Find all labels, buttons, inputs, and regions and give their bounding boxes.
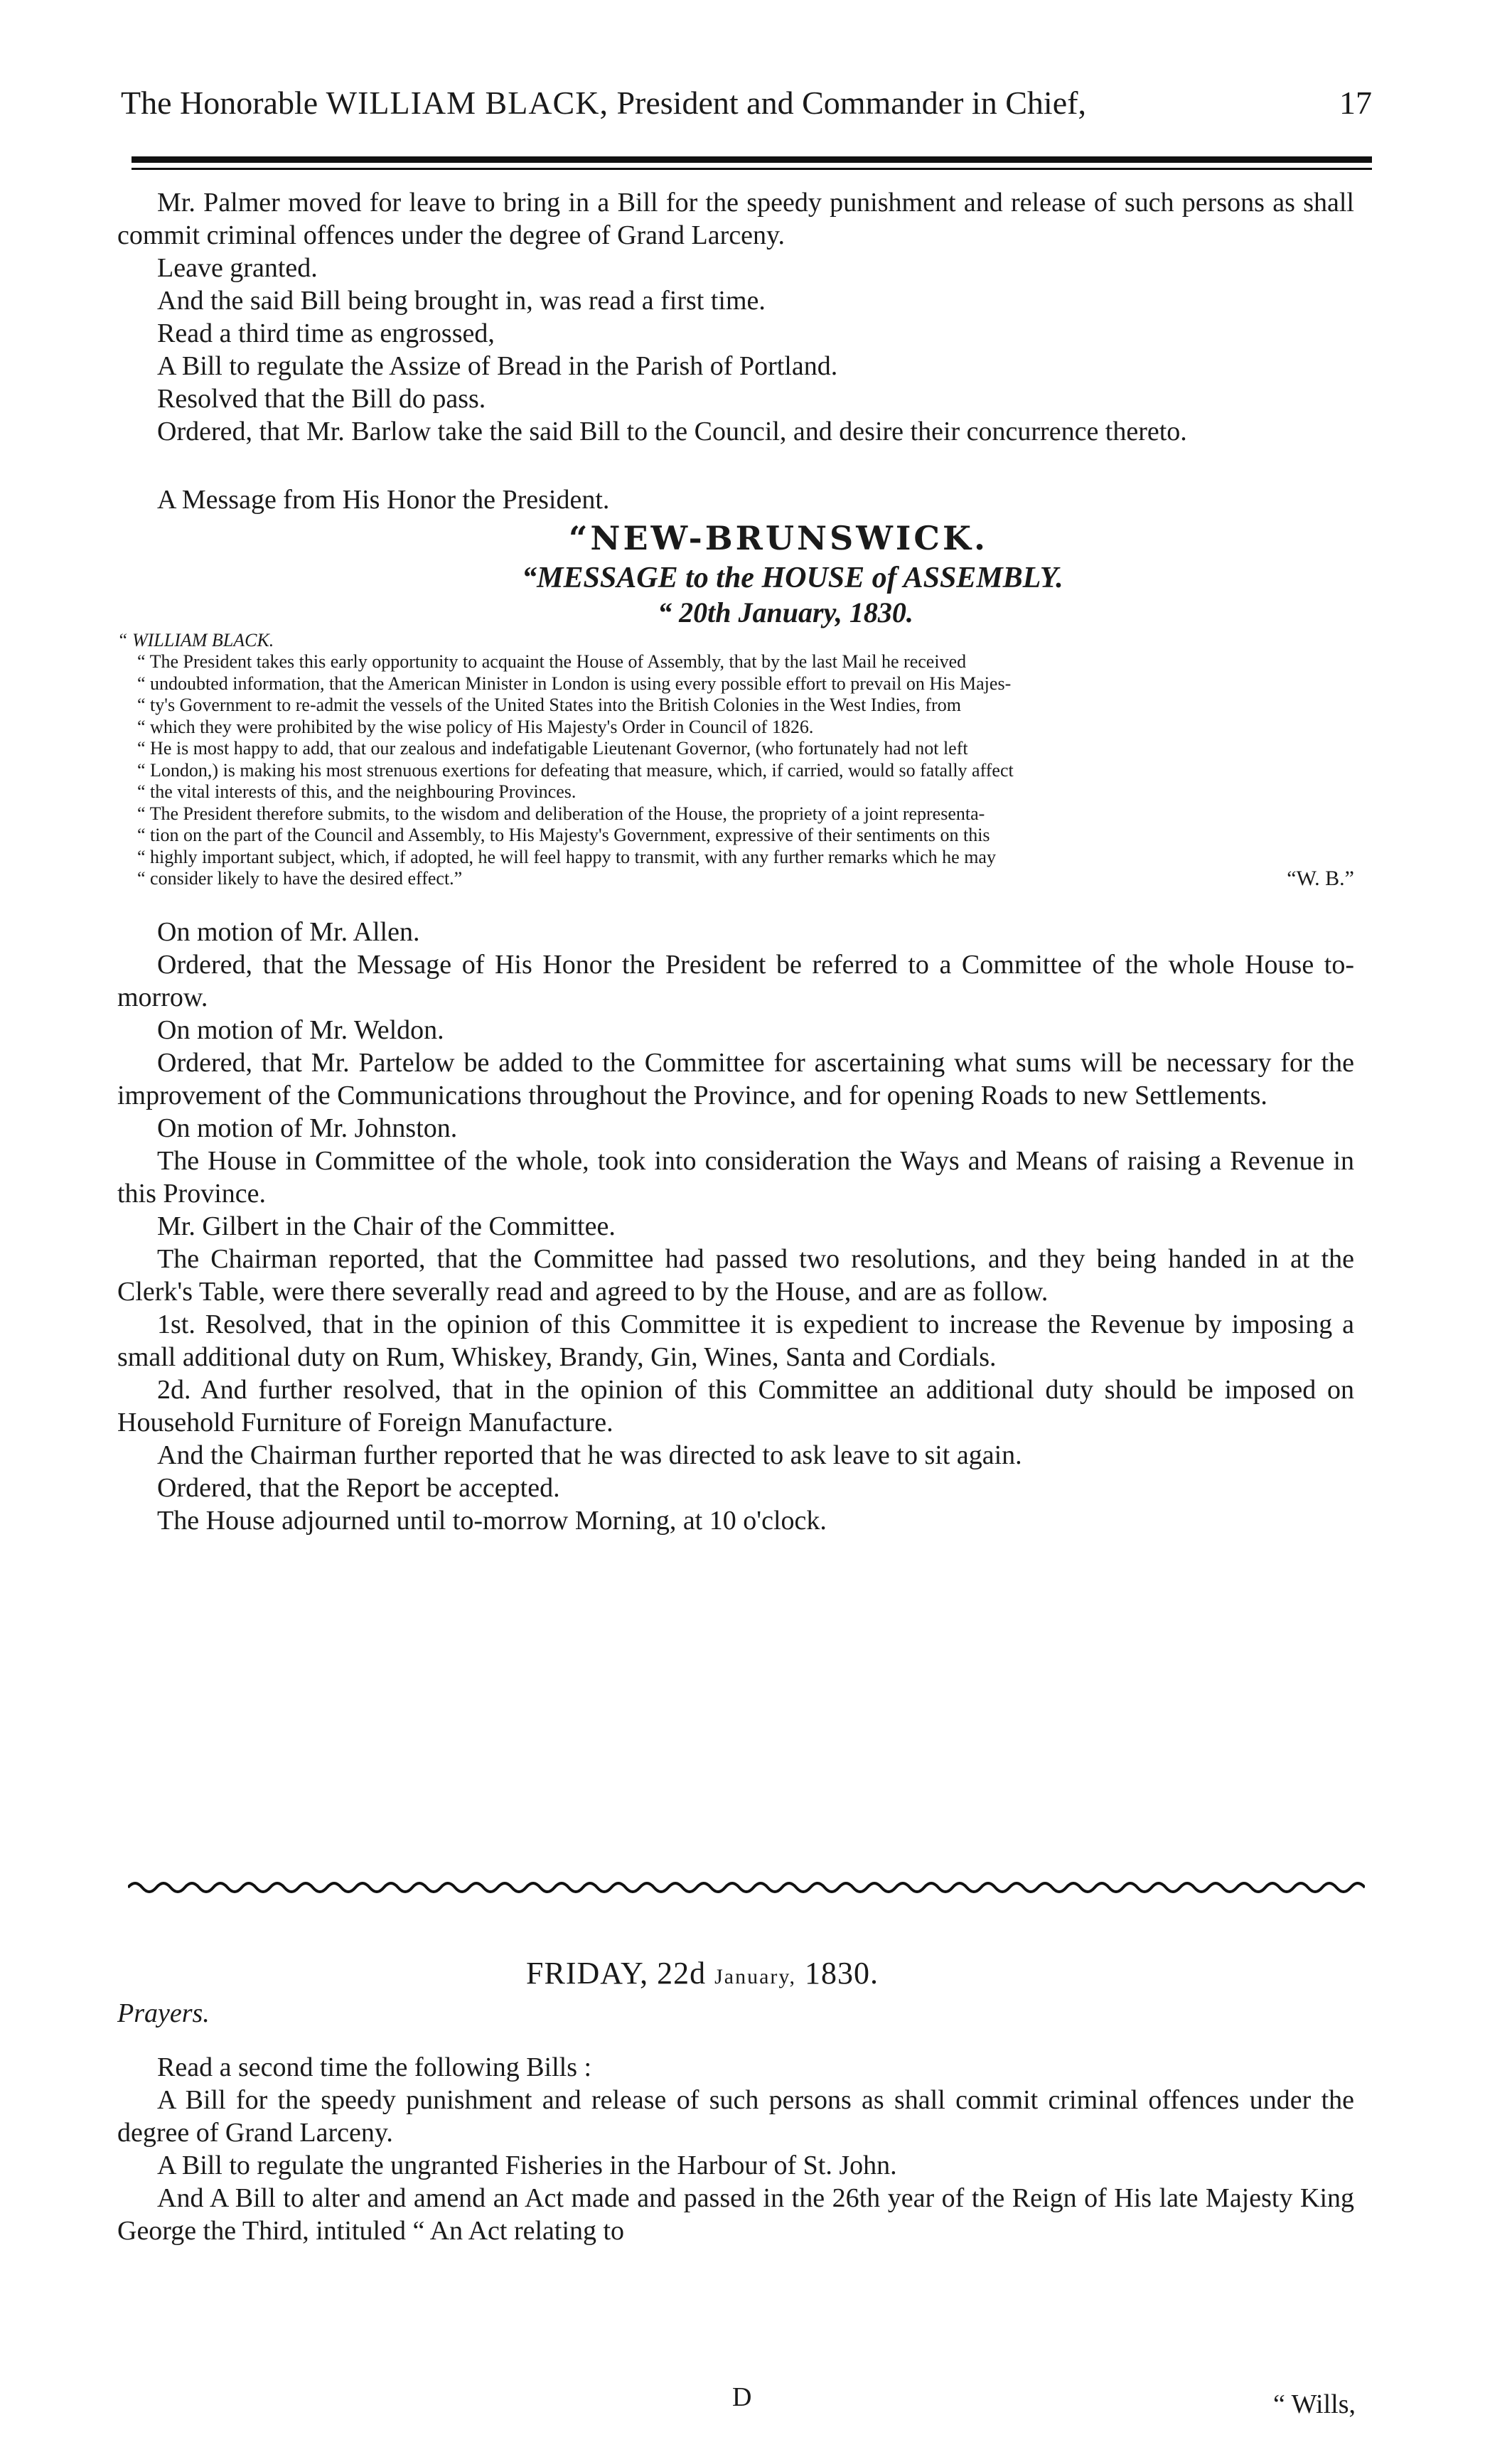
message-signatory: “ WILLIAM BLACK.	[117, 630, 274, 650]
wavy-divider	[128, 1877, 1365, 1898]
paragraph: Read a third time as engrossed,	[157, 318, 495, 348]
message-line	[137, 868, 1354, 890]
message-title: “MESSAGE to the HOUSE of ASSEMBLY.	[522, 562, 1063, 594]
message-text	[117, 651, 1354, 890]
day-month: January,	[714, 1965, 796, 1988]
paragraph: A Bill for the speedy punishment and release of such persons as shall commit criminal offences under the degree of Grand Larceny.	[117, 2085, 1354, 2148]
paragraph: Ordered, that the Report be accepted.	[157, 1472, 560, 1503]
paragraph: Ordered, that the Message of His Honor the President be referred to a Committee of the whole House to-morrow.	[117, 949, 1354, 1012]
message-date: “ 20th January, 1830.	[658, 596, 913, 628]
paragraph: On motion of Mr. Allen.	[157, 916, 420, 947]
paragraph: Read a second time the following Bills :	[157, 2052, 592, 2082]
message-line: “ the vital interests of this, and the neighbouring Provinces.	[137, 781, 577, 802]
province-heading: “NEW-BRUNSWICK.	[568, 519, 989, 557]
running-header	[121, 84, 1372, 122]
paragraph: The House adjourned until to-morrow Morning, at 10 o'clock.	[157, 1505, 827, 1536]
wavy-line	[128, 1883, 1365, 1892]
paragraph: And A Bill to alter and amend an Act made and passed in the 26th year of the Reign of His late Majesty King George the Third, intituled “ An Act relating to	[117, 2183, 1354, 2246]
paragraph: The Chairman reported, that the Committee had passed two resolutions, and they being handed in at the Clerk's Table, were there severally read and agreed to by the House, and are as follow.	[117, 1243, 1354, 1307]
paragraph: And the said Bill being brought in, was read a first time.	[157, 286, 766, 316]
paragraph: Ordered, that Mr. Partelow be added to the Committee for ascertaining what sums will be necessary for the improvement of the Communications throughout the Province, and for opening Roads to new Settlements.	[117, 1047, 1354, 1110]
paragraph: And the Chairman further reported that he was directed to ask leave to sit again.	[157, 1440, 1022, 1470]
page-number: 17	[1339, 85, 1372, 121]
day-heading	[526, 1955, 879, 1991]
signature-mark: D	[732, 2382, 752, 2412]
header-rule-thin	[132, 168, 1372, 170]
header-rule-thick	[132, 156, 1372, 163]
message-line: “ London,) is making his most strenuous exertions for defeating that measure, which, if carried, would so fatally affect	[137, 759, 1014, 781]
message-intro: A Message from His Honor the President.	[157, 485, 610, 515]
paragraph: On motion of Mr. Johnston.	[157, 1113, 458, 1143]
paragraph: A Bill to regulate the Assize of Bread in the Parish of Portland.	[157, 351, 838, 381]
paragraph: 1st. Resolved, that in the opinion of this Committee it is expedient to increase the Revenue by imposing a small additional duty on Rum, Whiskey, Brandy, Gin, Wines, Santa and Cordials.	[117, 1309, 1354, 1372]
day-name: FRIDAY,	[526, 1956, 649, 1991]
message-line: “ highly important subject, which, if adopted, he will feel happy to transmit, with any further remarks which he may	[137, 846, 996, 867]
paragraph: 2d. And further resolved, that in the opinion of this Committee an additional duty should be imposed on Household Furniture of Foreign Manufacture.	[117, 1374, 1354, 1437]
paragraph: Ordered, that Mr. Barlow take the said Bill to the Council, and desire their concurrence thereto.	[157, 417, 1187, 446]
message-line: “ The President takes this early opportunity to acquaint the House of Assembly, that by the last Mail he received	[137, 651, 967, 672]
message-last-line: “ consider likely to have the desired effect.”	[137, 868, 463, 889]
message-sign-off: “W. B.”	[1287, 867, 1354, 890]
message-line: “ tion on the part of the Council and Assembly, to His Majesty's Government, expressive of their sentiments on this	[137, 825, 990, 845]
message-line: “ undoubted information, that the American Minister in London is using every possible effort to prevail on His Majes-	[137, 673, 1012, 694]
header-prefix: The Honorable	[121, 85, 318, 121]
catchword: “ Wills,	[1273, 2389, 1356, 2419]
prayers-label: Prayers.	[117, 1998, 210, 2028]
header-title	[121, 84, 1086, 122]
header-suffix: President and Commander in Chief,	[616, 85, 1086, 121]
proceedings-body-friday	[117, 2051, 1354, 2247]
paragraph: Mr. Palmer moved for leave to bring in a Bill for the speedy punishment and release of such persons as shall commit criminal offences under the degree of Grand Larceny.	[117, 188, 1354, 250]
proceedings-body	[117, 186, 1354, 1537]
day-year: 1830.	[804, 1956, 879, 1991]
spacer	[117, 890, 1354, 916]
paragraph: On motion of Mr. Weldon.	[157, 1014, 444, 1045]
paragraph: Mr. Gilbert in the Chair of the Committee.	[157, 1211, 616, 1241]
paragraph: Leave granted.	[157, 253, 318, 283]
paragraph: Resolved that the Bill do pass.	[157, 384, 486, 414]
paragraph: The House in Committee of the whole, took into consideration the Ways and Means of raising a Revenue in this Province.	[117, 1145, 1354, 1209]
spacer	[117, 448, 1354, 483]
day-date: 22d	[657, 1956, 707, 1991]
message-line: “ ty's Government to re-admit the vessels of the United States into the British Colonies in the West Indies, from	[137, 695, 961, 715]
message-line: “ The President therefore submits, to the wisdom and deliberation of the House, the propriety of a joint representa-	[137, 803, 985, 824]
message-line: “ which they were prohibited by the wise policy of His Majesty's Order in Council of 1826.	[137, 716, 814, 737]
message-line: “ He is most happy to add, that our zealous and indefatigable Lieutenant Governor, (who fortunately had not left	[137, 738, 968, 759]
header-name: WILLIAM BLACK,	[326, 85, 608, 121]
paragraph: A Bill to regulate the ungranted Fisheries in the Harbour of St. John.	[157, 2151, 897, 2180]
